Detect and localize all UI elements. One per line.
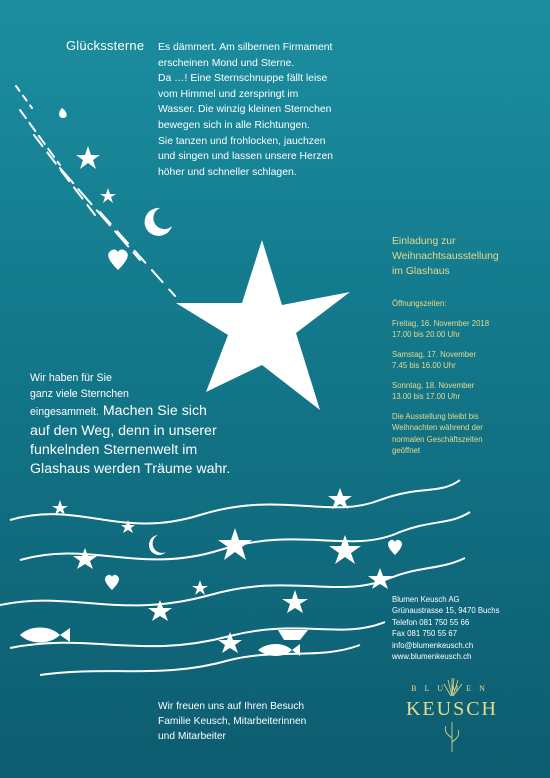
phone: Telefon 081 750 55 66 <box>392 617 470 627</box>
intro-text <box>158 40 383 180</box>
boat-icon <box>278 630 308 640</box>
company-name: Blumen Keusch AG <box>392 595 460 604</box>
small-star-icon <box>100 188 116 203</box>
heart-icon <box>108 249 128 270</box>
farewell-line: und Mitarbeiter <box>158 731 226 743</box>
drop-icon <box>59 108 67 118</box>
logo-main-text: KEUSCH <box>405 698 498 720</box>
collected-message <box>30 402 330 479</box>
address: Grünaustrasse 15, 9470 Buchs <box>392 606 500 616</box>
intro-line: Es dämmert. Am silbernen Firmament <box>158 42 333 53</box>
website-link[interactable]: www.blumenkeusch.ch <box>392 652 472 662</box>
note-line: Weihnachten während der <box>392 423 483 432</box>
invitation-title <box>392 234 542 279</box>
small-star-icon <box>76 146 100 169</box>
collected-intro <box>30 370 230 402</box>
intro-line: bewegen sich in alle Richtungen. <box>158 119 310 131</box>
company-logo <box>392 678 512 758</box>
collected-big-line: Glashaus werden Träume wahr. <box>30 461 231 477</box>
email-link[interactable]: info@blumenkeusch.ch <box>392 640 474 650</box>
heart-icon <box>105 575 119 590</box>
note-line: normalen Geschäftszeiten <box>392 434 483 444</box>
note-line: Die Ausstellung bleibt bis <box>392 411 479 421</box>
intro-line: Wasser. Die winzig kleinen Sternchen <box>158 104 332 116</box>
intro-line: höher und schneller schlagen. <box>158 166 297 178</box>
collected-big-line: auf den Weg, denn in unserer <box>30 423 217 439</box>
collected-lead: eingesammelt. <box>30 406 99 418</box>
day-label: Samstag, 17. November <box>392 349 477 359</box>
day-label: Freitag, 16. November 2018 <box>392 318 490 328</box>
opening-hours <box>392 298 542 457</box>
time-label: 7.45 bis 16.00 Uhr <box>392 361 456 370</box>
invitation-title-line: Weihnachtsausstellung <box>392 251 499 262</box>
shooting-star-trails <box>16 86 175 296</box>
intro-line: Da …! Eine Sternschnuppe fällt leise <box>158 73 328 85</box>
fax: Fax 081 750 55 67 <box>392 629 458 639</box>
hours-label: Öffnungszeiten: <box>392 299 447 308</box>
intro-line: und singen und lassen unsere Herzen <box>158 151 334 163</box>
wave-stars <box>52 488 392 653</box>
intro-line: vom Himmel und zerspringt im <box>158 88 299 100</box>
collected-big-first: Machen Sie sich <box>102 403 207 419</box>
headline: Glückssterne <box>66 38 145 53</box>
contact-block <box>392 594 542 662</box>
fish-icon <box>20 628 70 643</box>
day-label: Sonntag, 18. November <box>392 380 475 390</box>
farewell-line: Wir freuen uns auf Ihren Besuch <box>158 701 305 712</box>
note-line: geöffnet <box>392 446 421 455</box>
logo-top-text: BLUMEN <box>411 684 493 693</box>
heart-icon <box>388 540 402 555</box>
moon-icon <box>145 208 172 236</box>
time-label: 17.00 bis 20.00 Uhr <box>392 330 461 339</box>
farewell-line: Familie Keusch, Mitarbeiterinnen <box>158 716 307 728</box>
collected-line: ganz viele Sternchen <box>30 388 129 400</box>
moon-icon <box>149 535 166 555</box>
invitation-title-line: Einladung zur <box>392 236 456 247</box>
collected-big-line: funkelnden Sternenwelt im <box>30 442 198 458</box>
time-label: 13.00 bis 17.00 Uhr <box>392 392 461 401</box>
invitation-title-line: im Glashaus <box>392 266 450 277</box>
intro-line: erscheinen Mond und Sterne. <box>158 57 295 69</box>
intro-line: Sie tanzen und frohlocken, jauchzen <box>158 135 326 147</box>
collected-line: Wir haben für Sie <box>30 372 112 384</box>
farewell-text <box>158 699 378 745</box>
